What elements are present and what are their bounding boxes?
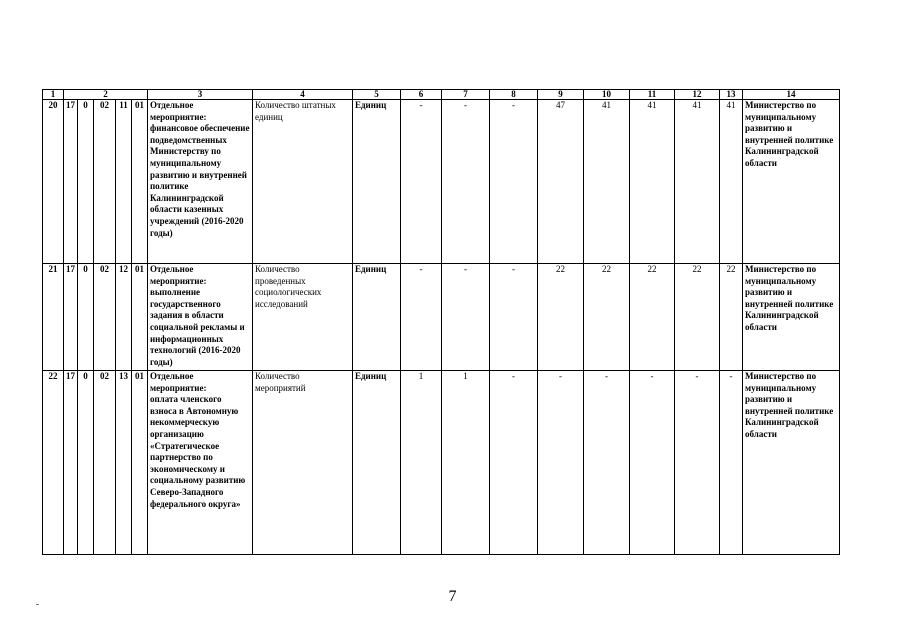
- code-part-5: 01: [132, 264, 148, 371]
- header-col-8: 8: [490, 90, 538, 100]
- header-col-9: 9: [538, 90, 584, 100]
- code-part-5: 01: [132, 371, 148, 555]
- code-program: 17: [64, 371, 78, 555]
- header-col-7: 7: [442, 90, 490, 100]
- indicator-name: Количество штатных единиц: [253, 100, 353, 264]
- value-col-11: -: [630, 371, 675, 555]
- header-col-5: 5: [353, 90, 401, 100]
- unit-of-measure: Единиц: [353, 371, 401, 555]
- header-col-11: 11: [630, 90, 675, 100]
- table-row: [43, 264, 840, 371]
- header-col-3: 3: [148, 90, 253, 100]
- header-col-13: 13: [720, 90, 743, 100]
- value-col-13: -: [720, 371, 743, 555]
- value-col-12: 41: [675, 100, 720, 264]
- value-col-7: -: [442, 100, 490, 264]
- unit-of-measure: Единиц: [353, 100, 401, 264]
- header-col-10: 10: [584, 90, 630, 100]
- value-col-13: 22: [720, 264, 743, 371]
- activity-title: Отдельное мероприятие:: [150, 100, 207, 122]
- code-subprogram: 0: [78, 371, 94, 555]
- value-col-13: 41: [720, 100, 743, 264]
- row-number: 22: [43, 371, 64, 555]
- code-part-4: 12: [116, 264, 132, 371]
- value-col-9: 47: [538, 100, 584, 264]
- value-col-10: 22: [584, 264, 630, 371]
- value-col-8: -: [490, 100, 538, 264]
- table-row: [43, 371, 840, 555]
- header-col-4: 4: [253, 90, 353, 100]
- activity-text: оплата членского взноса в Автономную некоммерческую организацию «Стратегическое партнерство по экономическому и социальному развитию Северо-Западного федерального округа»: [150, 394, 246, 509]
- value-col-7: -: [442, 264, 490, 371]
- value-col-12: -: [675, 371, 720, 555]
- code-part-4: 13: [116, 371, 132, 555]
- code-subprogram: 0: [78, 100, 94, 264]
- activity-text: финансовое обеспечение подведомственных Министерству по муниципальному развитию и внутренней политике Калининградской области казенных учреждений (2016-2020 годы): [150, 123, 250, 238]
- value-col-6: -: [401, 264, 442, 371]
- value-col-8: -: [490, 371, 538, 555]
- value-col-6: 1: [401, 371, 442, 555]
- header-col-14: 14: [743, 90, 840, 100]
- value-col-9: -: [538, 371, 584, 555]
- activity-description: [148, 264, 253, 371]
- activity-title: Отдельное мероприятие:: [150, 264, 207, 286]
- value-col-11: 22: [630, 264, 675, 371]
- activity-title: Отдельное мероприятие:: [150, 371, 207, 393]
- row-number: 21: [43, 264, 64, 371]
- header-row: [43, 90, 840, 100]
- code-part-4: 11: [116, 100, 132, 264]
- value-col-7: 1: [442, 371, 490, 555]
- value-col-12: 22: [675, 264, 720, 371]
- code-part-3: 02: [94, 100, 116, 264]
- activity-description: [148, 371, 253, 555]
- header-col-12: 12: [675, 90, 720, 100]
- program-table: [42, 89, 840, 555]
- header-col-6: 6: [401, 90, 442, 100]
- value-col-6: -: [401, 100, 442, 264]
- header-col-2: 2: [64, 90, 148, 100]
- unit-of-measure: Единиц: [353, 264, 401, 371]
- indicator-name: Количество проведенных социологических исследований: [253, 264, 353, 371]
- value-col-9: 22: [538, 264, 584, 371]
- code-program: 17: [64, 264, 78, 371]
- indicator-name: Количество мероприятий: [253, 371, 353, 555]
- code-program: 17: [64, 100, 78, 264]
- table-row: [43, 100, 840, 264]
- code-part-3: 02: [94, 264, 116, 371]
- code-part-5: 01: [132, 100, 148, 264]
- responsible-body: Министерство по муниципальному развитию и внутренней политике Калининградской области: [743, 264, 840, 371]
- responsible-body: Министерство по муниципальному развитию и внутренней политике Калининградской области: [743, 371, 840, 555]
- code-part-3: 02: [94, 371, 116, 555]
- row-number: 20: [43, 100, 64, 264]
- header-col-1: 1: [43, 90, 64, 100]
- activity-description: [148, 100, 253, 264]
- scan-artifact: [36, 604, 39, 605]
- value-col-10: -: [584, 371, 630, 555]
- value-col-11: 41: [630, 100, 675, 264]
- code-subprogram: 0: [78, 264, 94, 371]
- value-col-10: 41: [584, 100, 630, 264]
- activity-text: выполнение государственного задания в области социальной рекламы и информационных технологий (2016-2020 годы): [150, 287, 245, 367]
- responsible-body: Министерство по муниципальному развитию и внутренней политике Калининградской области: [743, 100, 840, 264]
- page-number: 7: [448, 588, 457, 605]
- value-col-8: -: [490, 264, 538, 371]
